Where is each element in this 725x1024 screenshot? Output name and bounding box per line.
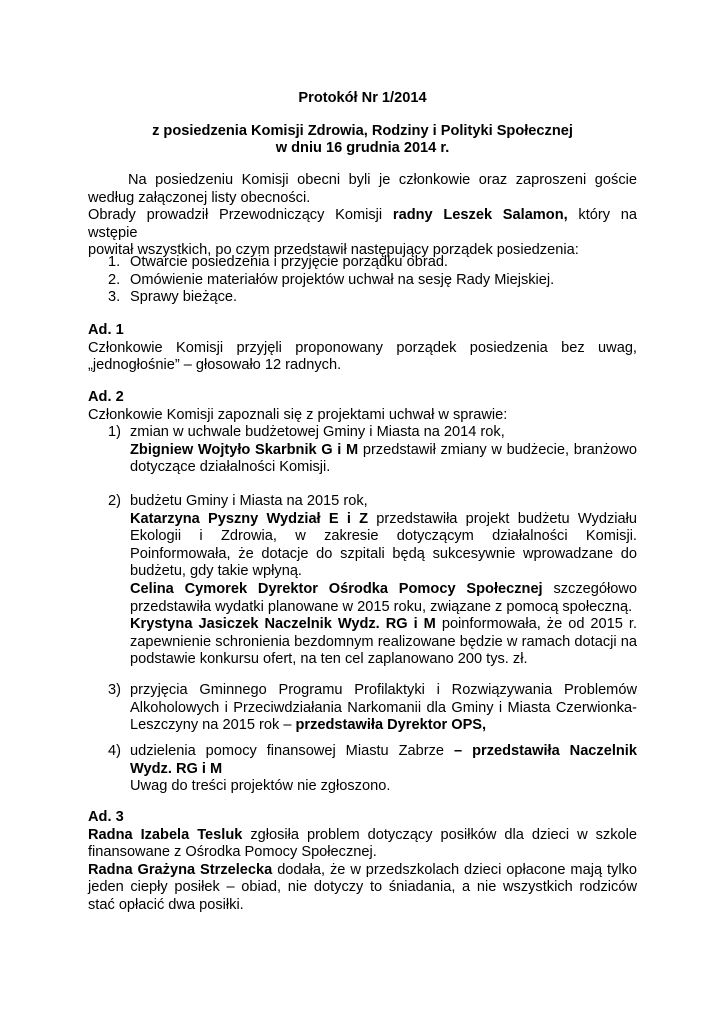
ad1-line1: Członkowie Komisji przyjęli proponowany porządek posiedzenia bez uwag, bbox=[88, 339, 637, 356]
speaker-name: Radna Izabela Tesluk bbox=[88, 826, 243, 843]
speaker-name: Zbigniew Wojtyło Skarbnik G i M bbox=[130, 441, 359, 458]
item-line bbox=[130, 743, 637, 761]
agenda-list bbox=[88, 254, 637, 307]
ad1-line2: „jednogłośnie” – głosowało 12 radnych. bbox=[88, 357, 342, 374]
speaker-name: Krystyna Jasiczek Naczelnik Wydz. RG i M bbox=[130, 616, 436, 633]
intro-line2: według załączonej listy obecności. bbox=[88, 189, 311, 206]
item-text: zgłosiła problem dotyczący posiłków dla dzieci w szkole bbox=[242, 826, 637, 843]
item-line: Poinformowała, że dotacje do szpitali będą sukcesywnie wprowadzane do bbox=[130, 545, 637, 562]
item-line: Alkoholowych i Przeciwdziałania Narkomanii dla Gminy i Miasta Czerwionka- bbox=[130, 699, 637, 716]
agenda-item bbox=[88, 254, 637, 272]
item-title: zmian w uchwale budżetowej Gminy i Miasta na 2014 rok, bbox=[130, 424, 505, 440]
item-number: 4) bbox=[108, 743, 121, 759]
section-ad2-header bbox=[88, 389, 637, 424]
item-line bbox=[130, 616, 637, 634]
item-line: dotyczące działalności Komisji. bbox=[130, 459, 331, 476]
item-line bbox=[130, 511, 637, 529]
ad2-item-2 bbox=[108, 493, 637, 669]
ad2-item-1 bbox=[108, 424, 637, 477]
intro-text: który na wstępie bbox=[88, 207, 637, 241]
item-line: podstawie konkursu ofert, na ten cel zaplanowano 200 tys. zł. bbox=[130, 651, 528, 668]
item-line: Ekologii i Zdrowia, w zakresie dotyczącym działalności Komisji. bbox=[130, 528, 637, 545]
item-number: 2) bbox=[108, 493, 121, 509]
item-line bbox=[130, 717, 637, 735]
item-text: udzielenia pomocy finansowej Miastu Zabrze bbox=[130, 743, 455, 759]
agenda-number: 2. bbox=[108, 271, 121, 288]
ad2-heading: Ad. 2 bbox=[88, 389, 124, 405]
agenda-text: Sprawy bieżące. bbox=[130, 289, 238, 306]
intro-paragraph bbox=[88, 172, 637, 260]
speaker-name: Radna Grażyna Strzelecka bbox=[88, 861, 273, 878]
agenda-item bbox=[88, 289, 637, 307]
ad2-intro: Członkowie Komisji zapoznali się z projektami uchwał w sprawie: bbox=[88, 406, 508, 423]
ad1-heading: Ad. 1 bbox=[88, 322, 124, 338]
speaker-name: Celina Cymorek Dyrektor Ośrodka Pomocy Społecznej bbox=[130, 580, 543, 597]
item-line: przyjęcia Gminnego Programu Profilaktyki i Rozwiązywania Problemów bbox=[130, 682, 637, 698]
item-text: szczegółowo bbox=[542, 580, 638, 597]
agenda-item bbox=[88, 272, 637, 290]
item-text: przedstawiła projekt budżetu Wydziału bbox=[368, 510, 637, 527]
document-subtitle-line2: w dniu 16 grudnia 2014 r. bbox=[275, 140, 450, 156]
item-line: przedstawiła wydatki planowane w 2015 roku, związane z pomocą społeczną. bbox=[130, 598, 633, 615]
agenda-text: Otwarcie posiedzenia i przyjęcie porządku obrad. bbox=[130, 254, 448, 270]
intro-line3 bbox=[88, 207, 637, 242]
ad3-line1 bbox=[88, 827, 637, 845]
presenter: przedstawiła Dyrektor OPS, bbox=[295, 717, 487, 734]
item-line bbox=[130, 581, 637, 599]
item-title: budżetu Gminy i Miasta na 2015 rok, bbox=[130, 493, 368, 509]
agenda-number: 1. bbox=[108, 254, 121, 270]
item-number: 3) bbox=[108, 682, 121, 698]
ad3-heading: Ad. 3 bbox=[88, 809, 124, 825]
section-ad1 bbox=[88, 322, 637, 375]
item-line: zapewnienie schronienia bezdomnym realizowane będzie w ramach dotacji na bbox=[130, 633, 637, 650]
ad2-item-3 bbox=[108, 682, 637, 735]
document-subtitle-line1: z posiedzenia Komisji Zdrowia, Rodziny i Polityki Społecznej bbox=[152, 123, 573, 139]
agenda-text: Omówienie materiałów projektów uchwał na sesję Rady Miejskiej. bbox=[130, 271, 555, 288]
item-number: 1) bbox=[108, 424, 121, 440]
ad3-line2: finansowane z Ośrodka Pomocy Społecznej. bbox=[88, 844, 377, 861]
agenda-number: 3. bbox=[108, 289, 121, 306]
item-text: dodała, że w przedszkolach dzieci opłacone mają tylko bbox=[272, 861, 637, 878]
ad3-line5: stać opłacić dwa posiłki. bbox=[88, 896, 244, 913]
ad3-line4: jeden ciepły posiłek – obiad, nie dotyczy to śniadania, a nie wszystkich rodziców bbox=[88, 879, 637, 896]
section-ad3 bbox=[88, 809, 637, 915]
item-line: budżetu, gdy takie wpłyną. bbox=[130, 563, 302, 580]
intro-text: Obrady prowadził Przewodniczący Komisji bbox=[88, 207, 393, 224]
item-text: poinformowała, że od 2015 r. bbox=[435, 616, 638, 633]
item-text: przedstawił zmiany w budżecie, branżowo bbox=[358, 441, 637, 458]
chairman-name: radny Leszek Salamon, bbox=[392, 207, 568, 224]
speaker-name: Katarzyna Pyszny Wydział E i Z bbox=[130, 510, 369, 527]
item-line bbox=[130, 442, 637, 460]
item-line: Uwag do treści projektów nie zgłoszono. bbox=[130, 778, 391, 795]
ad3-line3 bbox=[88, 862, 637, 880]
intro-line1: Na posiedzeniu Komisji obecni byli je członkowie oraz zaproszeni goście bbox=[128, 172, 637, 188]
item-text: Leszczyny na 2015 rok – bbox=[130, 717, 296, 734]
presenter: Wydz. RG i M bbox=[130, 760, 223, 777]
presenter: – przedstawiła Naczelnik bbox=[454, 743, 637, 759]
document-title: Protokół Nr 1/2014 bbox=[298, 90, 427, 106]
intro-line4: powitał wszystkich, po czym przedstawił następujący porządek posiedzenia: bbox=[88, 242, 579, 259]
ad2-item-4 bbox=[108, 743, 637, 796]
